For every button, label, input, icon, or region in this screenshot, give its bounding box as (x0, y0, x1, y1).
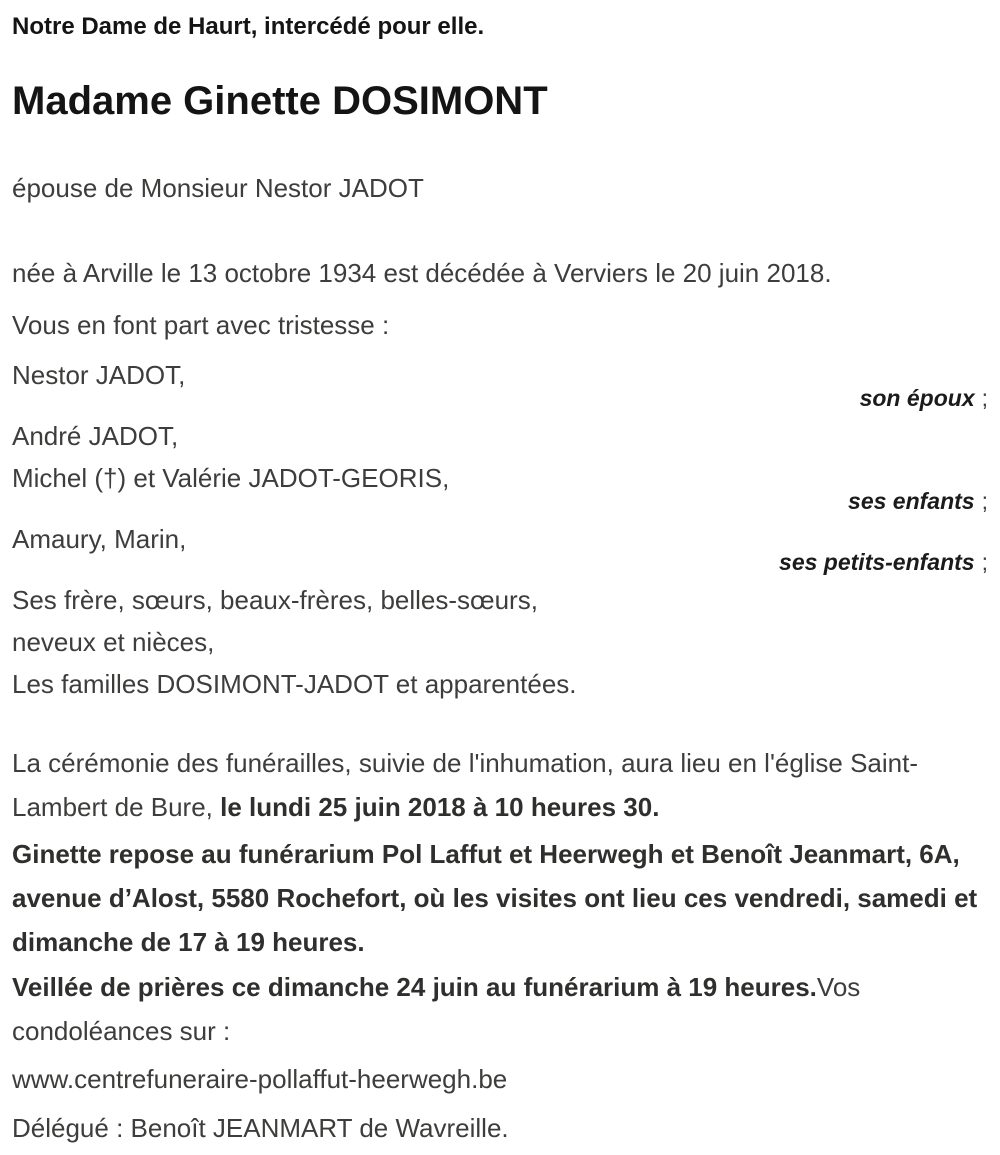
mourner-families: Les familles DOSIMONT-JADOT et apparentées. (12, 669, 577, 699)
funerarium-paragraph: Ginette repose au funérarium Pol Laffut et Heerwegh et Benoît Jeanmart, 6A, avenue d’Alost, 5580 Rochefort, où les visites ont lieu ces vendredi, samedi et dimanche de 17 à 19 heures. (12, 839, 978, 957)
relation-grandchildren-suffix: ; (981, 549, 988, 575)
ceremony-date-highlight: le lundi 25 juin 2018 à 10 heures 30. (220, 792, 660, 822)
website-line (12, 1057, 988, 1101)
relation-husband-label: son époux (859, 385, 975, 411)
relation-children-suffix: ; (981, 488, 988, 514)
website-link[interactable]: www.centrefuneraire-pollaffut-heerwegh.be (12, 1064, 508, 1094)
mourner-extended-1: Ses frère, sœurs, beaux-frères, belles-sœurs, (12, 585, 538, 615)
vigil-paragraph (12, 965, 988, 1053)
vigil-highlight: Veillée de prières ce dimanche 24 juin au funérarium à 19 heures. (12, 972, 817, 1002)
intro-line: Notre Dame de Haurt, intercédé pour elle. (12, 13, 485, 40)
relation-children-label: ses enfants (848, 488, 975, 514)
mourner-husband: Nestor JADOT, (12, 360, 186, 390)
mourner-grandchildren: Amaury, Marin, (12, 524, 187, 554)
mourner-extended-2: neveux et nièces, (12, 627, 215, 657)
announcement-line: Vous en font part avec tristesse : (12, 310, 390, 340)
relation-grandchildren-label: ses petits-enfants (779, 549, 975, 575)
ceremony-text: La cérémonie des funérailles, suivie de l'inhumation, aura lieu en l'église Saint-Lambert de Bure, (12, 748, 919, 822)
condolences-text: Vos condoléances sur : (12, 972, 861, 1046)
mourner-child-1: André JADOT, (12, 421, 179, 451)
delegate-line: Délégué : Benoît JEANMART de Wavreille. (12, 1113, 509, 1143)
deceased-name-title: Madame Ginette DOSIMONT (12, 79, 548, 123)
spouse-line: épouse de Monsieur Nestor JADOT (12, 173, 424, 203)
ceremony-paragraph (12, 741, 988, 829)
mourner-child-2: Michel (†) et Valérie JADOT-GEORIS, (12, 463, 450, 493)
relation-husband-suffix: ; (981, 385, 988, 411)
birth-death-line: née à Arville le 13 octobre 1934 est décédée à Verviers le 20 juin 2018. (12, 258, 832, 288)
